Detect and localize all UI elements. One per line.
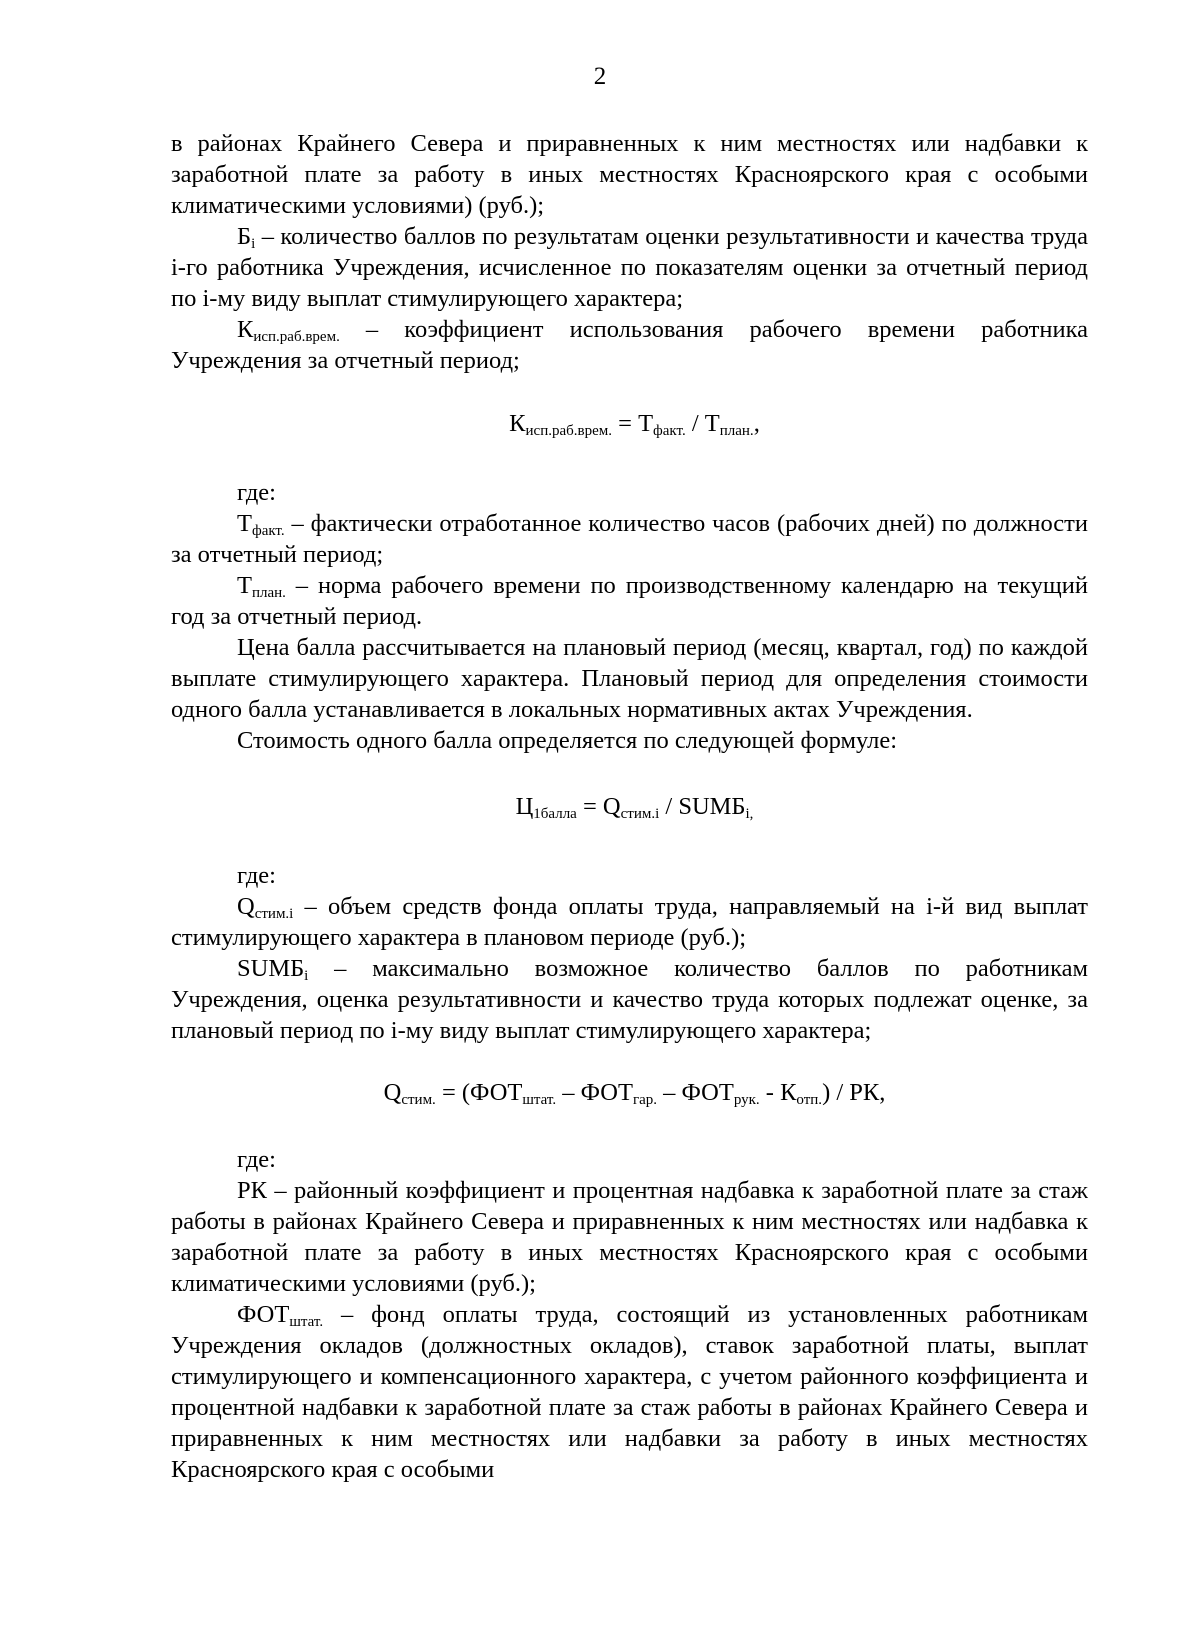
definition-t-plan — [171, 570, 1088, 632]
symbol-fot-sub: штат. — [289, 1314, 324, 1330]
symbol-t-plan-sub: план. — [251, 585, 286, 601]
document-body — [171, 128, 1088, 1485]
formula3-b: = (ФОТ — [435, 1079, 523, 1106]
formula3-c-sub: гар. — [632, 1092, 657, 1108]
definition-k-isp — [171, 314, 1088, 376]
definition-t-plan-text: – норма рабочего времени по производственному календарю на текущий год за отчетный период. — [171, 572, 1088, 630]
paragraph-point-cost-intro: Стоимость одного балла определяется по следующей формуле: — [237, 727, 898, 754]
formula2-lhs-sub: 1балла — [533, 806, 577, 822]
symbol-b: Б — [237, 223, 252, 250]
symbol-t-plan: Т — [237, 572, 252, 599]
formula2-mid-sub: стим.i — [620, 806, 660, 822]
definition-rk: РК – районный коэффициент и процентная надбавка к заработной плате за стаж работы в районах Крайнего Севера и приравненных к ним местностях или надбавка к заработной плате за работу в иных местностях Красноярского края с особыми климатическими условиями (руб.); — [171, 1177, 1088, 1297]
formula1-end: , — [753, 410, 760, 437]
formula3-d-sub: рук. — [733, 1092, 760, 1108]
formula3-e: - К — [759, 1079, 797, 1106]
definition-q-stim-i — [171, 891, 1088, 953]
formula3-f: ) / РК, — [822, 1079, 886, 1106]
where-label-1: где: — [237, 479, 276, 506]
definition-b-i — [171, 221, 1088, 314]
formula2-lhs: Ц — [515, 793, 534, 820]
formula3-a: Q — [383, 1079, 402, 1106]
definition-fot-text: – фонд оплаты труда, состоящий из установленных работникам Учреждения окладов (должностных окладов), ставок заработной платы, выплат стимулирующего и компенсационного характера, с учетом районного коэффициента и процентной надбавки к заработной плате за стаж работы в районах Крайнего Севера и приравненных к ним местностях или надбавки за работу в иных местностях Красноярского края с особыми — [171, 1301, 1088, 1483]
formula1-mid: = Т — [612, 410, 654, 437]
formula1-lhs-sub: исп.раб.врем. — [525, 423, 612, 439]
formula3-d: – ФОТ — [657, 1079, 734, 1106]
formula1-lhs: К — [509, 410, 526, 437]
symbol-q: Q — [237, 893, 255, 920]
formula3-a-sub: стим. — [401, 1092, 436, 1108]
definition-sumb-text: – максимально возможное количество баллов по работникам Учреждения, оценка результативности и качество труда которых подлежат оценке, за плановый период по i-му виду выплат стимулирующего характера; — [171, 955, 1088, 1044]
where-label-3: где: — [237, 1146, 276, 1173]
formula3-c: – ФОТ — [556, 1079, 633, 1106]
definition-t-fakt-text: – фактически отработанное количество часов (рабочих дней) по должности за отчетный период; — [171, 510, 1088, 568]
symbol-q-sub: стим.i — [254, 906, 294, 922]
formula2-rhs-sub: i, — [745, 806, 754, 822]
symbol-sumb: SUMБ — [237, 955, 305, 982]
formula1-mid-sub: факт. — [653, 423, 686, 439]
formula3-b-sub: штат. — [522, 1092, 557, 1108]
definition-b-text: – количество баллов по результатам оценки результативности и качества труда i-го работника Учреждения, исчисленное по показателям оценки за отчетный период по i-му виду выплат стимулирующего характера; — [171, 223, 1088, 312]
symbol-k: К — [237, 316, 254, 343]
definition-q-text: – объем средств фонда оплаты труда, направляемый на i-й вид выплат стимулирующего характера в плановом периоде (руб.); — [171, 893, 1088, 951]
symbol-k-subscript: исп.раб.врем. — [253, 329, 340, 345]
definition-k-text: – коэффициент использования рабочего времени работника Учреждения за отчетный период; — [171, 316, 1088, 374]
formula-q-stim — [171, 1077, 1088, 1108]
formula1-sep: / Т — [685, 410, 720, 437]
definition-t-fakt — [171, 508, 1088, 570]
paragraph-continuation: в районах Крайнего Севера и приравненных к ним местностях или надбавки к заработной плате за работу в иных местностях Красноярского края с особыми климатическими условиями) (руб.); — [171, 130, 1088, 219]
formula-point-cost — [171, 791, 1088, 822]
symbol-b-subscript: i — [251, 236, 256, 252]
where-label-2: где: — [237, 862, 276, 889]
symbol-sumb-sub: i — [304, 968, 309, 984]
formula1-rhs-sub: план. — [719, 423, 754, 439]
formula2-sep: / SUMБ — [659, 793, 746, 820]
formula-k-isp — [171, 408, 1088, 439]
paragraph-point-price: Цена балла рассчитывается на плановый период (месяц, квартал, год) по каждой выплате стимулирующего характера. Плановый период для определения стоимости одного балла устанавливается в локальных нормативных актах Учреждения. — [171, 634, 1088, 723]
symbol-t-fakt: Т — [237, 510, 252, 537]
symbol-fot: ФОТ — [237, 1301, 290, 1328]
definition-sumb-i — [171, 953, 1088, 1046]
definition-fot-shtat — [171, 1299, 1088, 1485]
formula3-e-sub: отп. — [796, 1092, 823, 1108]
symbol-t-fakt-sub: факт. — [251, 523, 285, 539]
formula2-mid: = Q — [576, 793, 621, 820]
page-number: 2 — [593, 63, 607, 90]
